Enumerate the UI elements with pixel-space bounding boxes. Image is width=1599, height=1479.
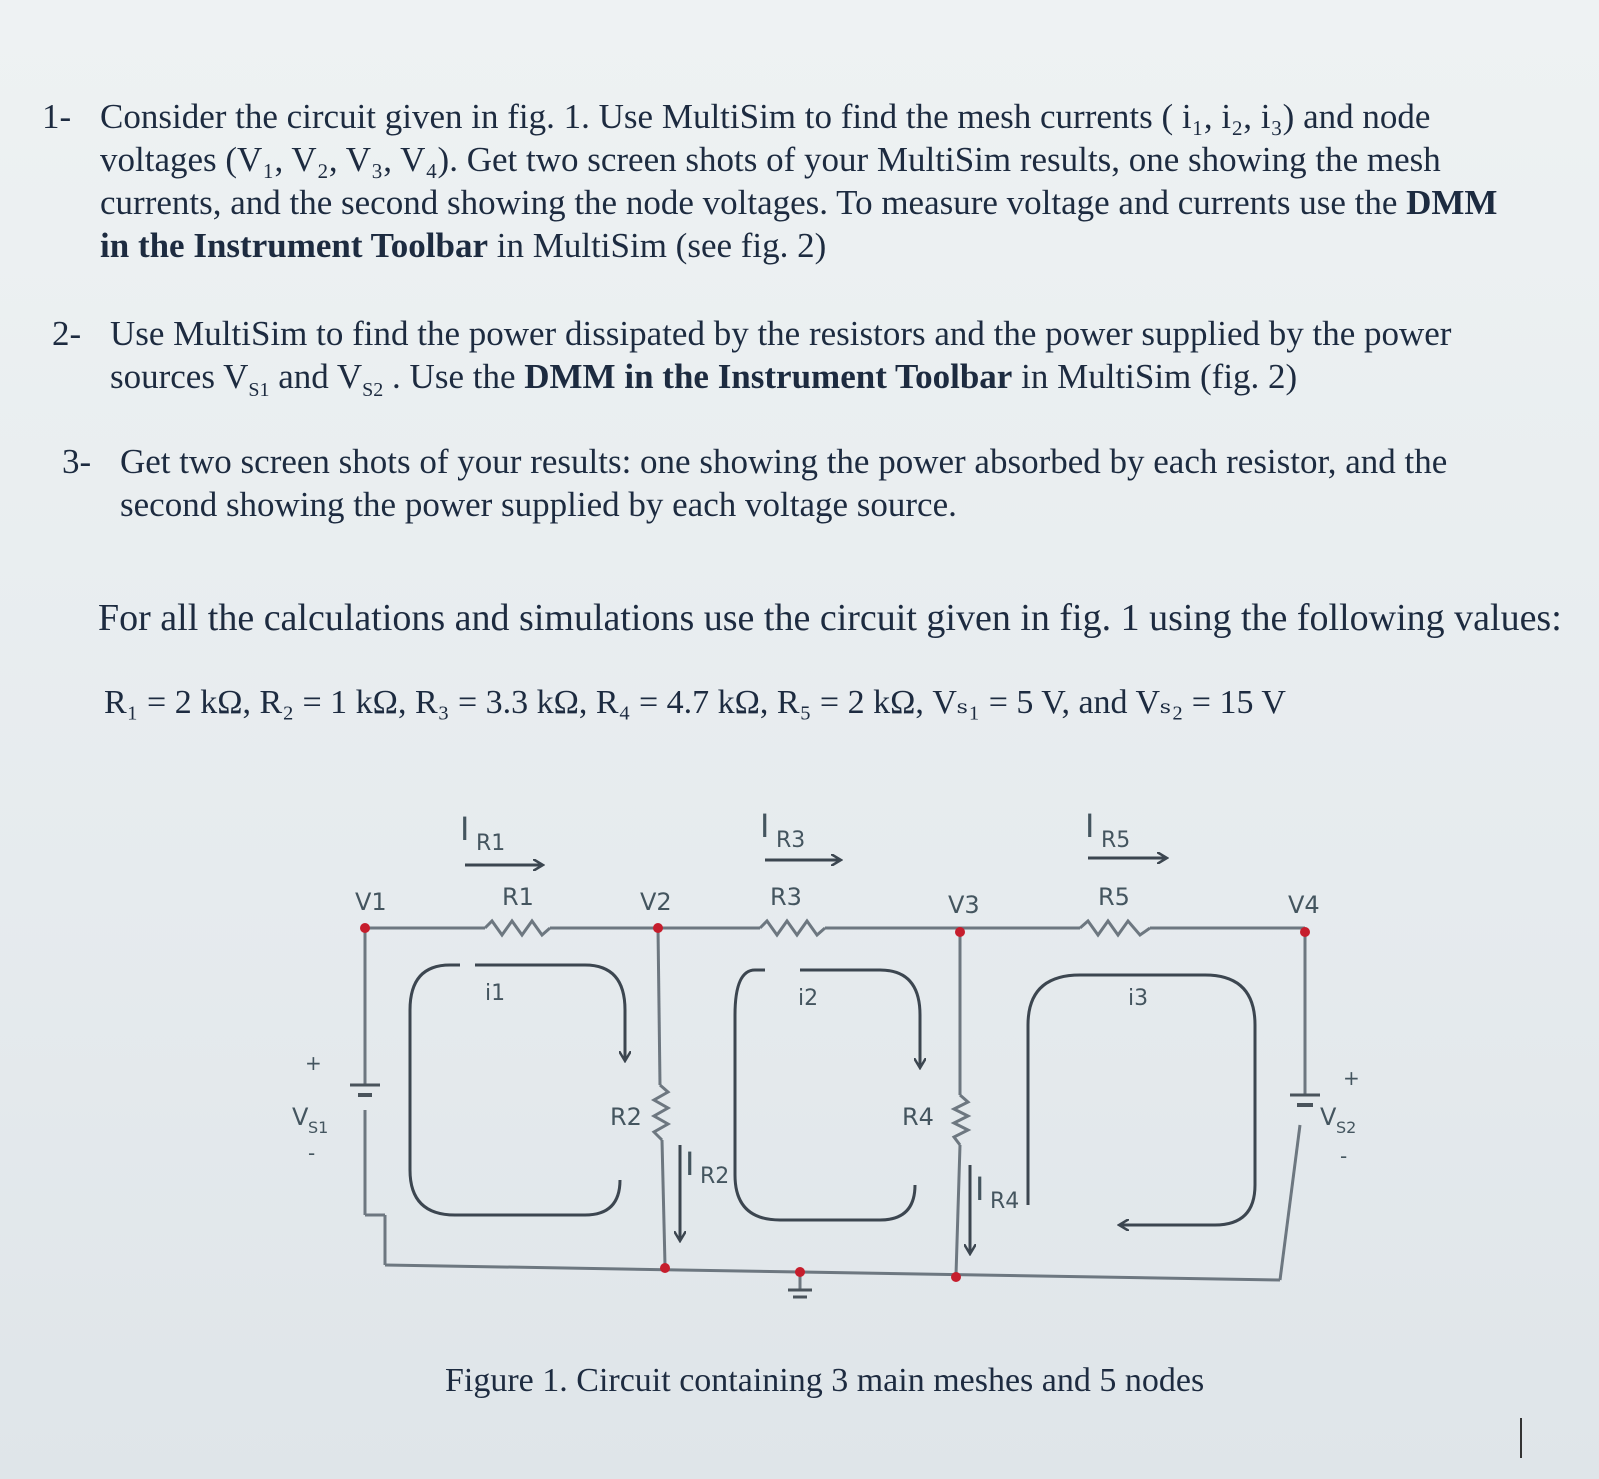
r3-label: R3 xyxy=(770,883,802,911)
node-dot xyxy=(653,923,663,933)
v3-label: V3 xyxy=(948,891,980,919)
vs1-plus: + xyxy=(305,1051,322,1075)
i2-label: i2 xyxy=(798,986,819,1011)
resistor-r1 xyxy=(485,883,550,935)
current-ir4 xyxy=(970,1165,1019,1253)
node-dot xyxy=(1300,927,1310,937)
text-line xyxy=(110,355,1451,412)
vs1-minus: - xyxy=(308,1141,316,1165)
i3-label: i3 xyxy=(1128,986,1149,1011)
ir3-label: I xyxy=(760,807,770,845)
node-dot xyxy=(360,923,370,933)
i1-label: i1 xyxy=(485,981,506,1006)
node-dot xyxy=(951,1272,961,1282)
page-edge-mark xyxy=(1520,1418,1522,1458)
text-line: Consider the circuit given in fig. 1. Use MultiSim to find the mesh currents ( i₁, i₂, i₃) and node xyxy=(100,97,1431,136)
r4-label: R4 xyxy=(902,1103,934,1131)
v2-label: V2 xyxy=(640,888,672,916)
figure-caption: Figure 1. Circuit containing 3 main meshes and 5 nodes xyxy=(445,1362,1205,1399)
resistor-r5 xyxy=(1080,883,1150,935)
v1-label: V1 xyxy=(355,888,387,916)
current-ir5 xyxy=(1085,807,1166,858)
v4-label: V4 xyxy=(1288,891,1320,919)
resistor-r3 xyxy=(760,883,825,935)
vs1-label: V xyxy=(292,1103,309,1131)
question-text xyxy=(120,440,1447,526)
ir1-subscript: R1 xyxy=(476,831,506,856)
node-dot xyxy=(955,927,965,937)
question-number: 2- xyxy=(52,314,82,353)
ir3-subscript: R3 xyxy=(776,828,806,853)
text-run: currents, and the second showing the node voltages. To measure voltage and currents use the xyxy=(100,183,1407,222)
ir2-label: I xyxy=(685,1145,695,1183)
text-run: . Use the xyxy=(383,357,525,396)
vs2-plus: + xyxy=(1343,1066,1360,1090)
node-dot xyxy=(795,1267,805,1277)
ir5-subscript: R5 xyxy=(1101,828,1131,853)
current-ir2 xyxy=(680,1145,729,1240)
vs2-subscript: S2 xyxy=(1336,1118,1357,1137)
vs2-label: V xyxy=(1320,1103,1337,1131)
ir1-label: I xyxy=(460,810,470,848)
question-number: 1- xyxy=(42,97,72,136)
text-run: in MultiSim (see fig. 2) xyxy=(488,226,827,265)
circuit-diagram xyxy=(280,795,1360,1315)
ir4-subscript: R4 xyxy=(990,1189,1020,1214)
ground-icon xyxy=(788,1290,812,1297)
current-ir1 xyxy=(460,810,542,865)
text-line xyxy=(100,224,1497,267)
text-line: Use MultiSim to find the power dissipated by the resistors and the power supplied by the power xyxy=(110,314,1452,353)
node-dot xyxy=(660,1263,670,1273)
question-number: 3- xyxy=(62,442,92,481)
text-line xyxy=(100,181,1497,224)
current-ir3 xyxy=(760,807,840,860)
r2-label: R2 xyxy=(610,1103,642,1131)
node-dots xyxy=(360,923,1310,1282)
ir5-label: I xyxy=(1085,807,1095,845)
resistor-r2 xyxy=(610,1085,668,1140)
resistor-r4 xyxy=(902,1095,968,1145)
ir4-label: I xyxy=(975,1170,985,1208)
bold-text: DMM xyxy=(1406,183,1498,222)
question-text xyxy=(110,312,1451,412)
vs1-subscript: S1 xyxy=(308,1118,329,1137)
text-run: in MultiSim (fig. 2) xyxy=(1012,357,1298,396)
values-heading: For all the calculations and simulations use the circuit given in fig. 1 using the following values: xyxy=(98,597,1562,639)
r1-label: R1 xyxy=(502,883,534,911)
vs2-minus: - xyxy=(1340,1144,1348,1168)
question-text xyxy=(100,95,1497,267)
text-line: voltages (V₁, V₂, V₃, V₄). Get two screen shots of your MultiSim results, one showing the mesh xyxy=(100,140,1441,179)
component-values: R₁ = 2 kΩ, R₂ = 1 kΩ, R₃ = 3.3 kΩ, R₄ = 4.7 kΩ, R₅ = 2 kΩ, Vₛ₁ = 5 V, and Vₛ₂ = 15 V xyxy=(104,684,1286,721)
text-line: Get two screen shots of your results: one showing the power absorbed by each resistor, and the xyxy=(120,442,1448,481)
subscript: S1 xyxy=(248,379,270,401)
text-run: and V xyxy=(269,357,363,396)
mesh-loop-i2 xyxy=(735,970,920,1220)
bold-text: DMM in the Instrument Toolbar xyxy=(524,357,1013,396)
source-vs2 xyxy=(1290,1066,1360,1168)
r5-label: R5 xyxy=(1098,883,1130,911)
wires xyxy=(365,928,1305,1290)
subscript: S2 xyxy=(362,379,384,401)
mesh-loop-i1 xyxy=(410,965,625,1215)
mesh-loop-i3 xyxy=(1028,975,1255,1225)
text-line: second showing the power supplied by each voltage source. xyxy=(120,485,957,524)
text-run: sources V xyxy=(110,357,249,396)
bold-text: in the Instrument Toolbar xyxy=(100,226,488,265)
source-vs1 xyxy=(292,1051,380,1165)
ir2-subscript: R2 xyxy=(700,1164,730,1189)
